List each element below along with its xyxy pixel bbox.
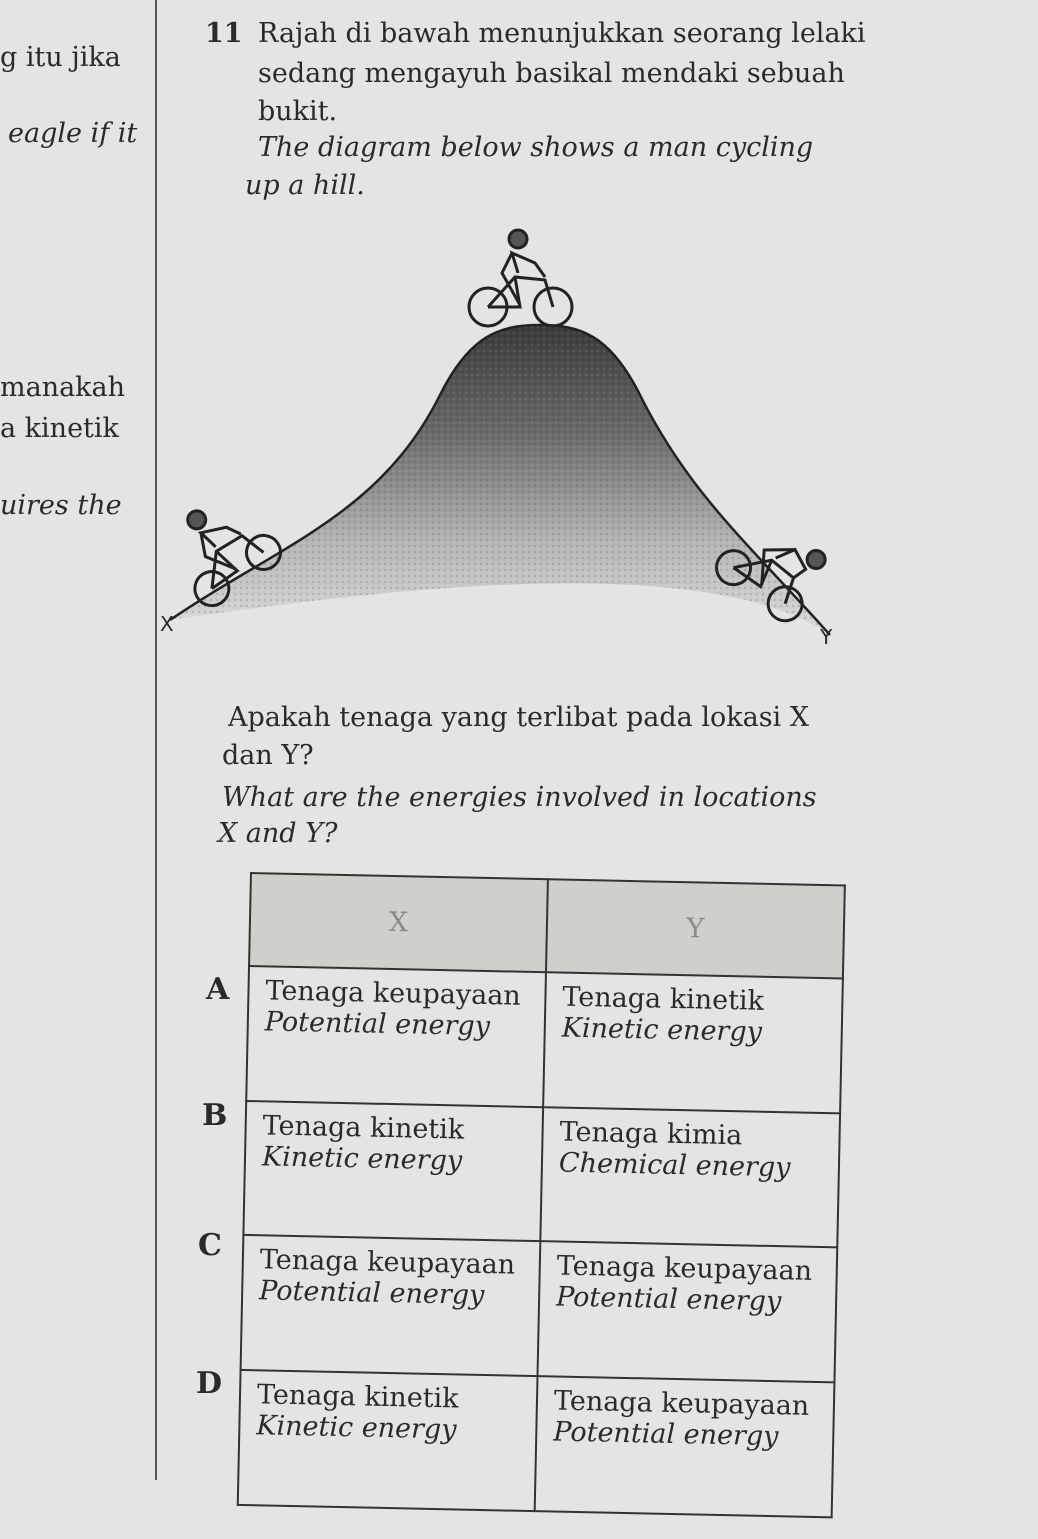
option-c-x-en: Potential energy — [258, 1275, 485, 1312]
option-d-y-ms: Tenaga keupayaan — [553, 1385, 810, 1422]
option-c-y-en: Potential energy — [555, 1281, 782, 1318]
left-fragment-3: manakah — [0, 372, 126, 403]
option-letter-d[interactable]: D — [196, 1366, 223, 1401]
option-letter-a[interactable]: A — [206, 972, 230, 1007]
option-c-y-ms: Tenaga keupayaan — [556, 1250, 813, 1288]
option-d-x-ms: Tenaga kinetik — [256, 1379, 459, 1415]
option-a-x-ms: Tenaga keupayaan — [265, 975, 522, 1012]
question-ms-line-2: sedang mengayuh basikal mendaki sebuah — [258, 58, 845, 89]
left-fragment-1: g itu jika — [0, 42, 121, 73]
option-b-x-en: Kinetic energy — [261, 1140, 463, 1177]
option-b-y-en: Chemical energy — [558, 1147, 791, 1183]
ask-en-line-2: X and Y? — [218, 818, 338, 849]
table-row-option-a[interactable] — [246, 966, 843, 1113]
option-a-x-en: Potential energy — [264, 1006, 491, 1042]
left-fragment-2: eagle if it — [8, 118, 138, 149]
ask-ms-line-1: Apakah tenaga yang terlibat pada lokasi X — [228, 702, 810, 733]
option-d-y-en: Potential energy — [553, 1416, 779, 1453]
option-letter-c[interactable]: C — [198, 1228, 222, 1263]
column-header-x: X — [249, 873, 548, 972]
cyclist-top-icon — [469, 230, 572, 326]
location-x-label: X — [160, 612, 174, 636]
left-fragment-4: a kinetik — [0, 413, 119, 444]
table-row-option-c[interactable] — [241, 1235, 838, 1382]
location-y-label: Y — [820, 625, 833, 649]
option-c-x-cell — [241, 1235, 541, 1376]
ask-en-line-1: What are the energies involved in locations — [222, 782, 817, 813]
hill-texture — [170, 325, 830, 635]
question-en-line-2: up a hill. — [245, 170, 365, 201]
option-a-y-cell — [543, 972, 843, 1113]
option-d-x-en: Kinetic energy — [256, 1410, 457, 1446]
option-a-y-ms: Tenaga kinetik — [562, 981, 765, 1017]
option-a-x-cell — [246, 966, 546, 1107]
question-en-line-1: The diagram below shows a man cycling — [258, 132, 814, 163]
option-b-x-cell — [243, 1100, 543, 1241]
hill-diagram — [150, 215, 870, 675]
option-b-y-ms: Tenaga kimia — [559, 1116, 743, 1151]
option-c-y-cell — [538, 1241, 838, 1382]
option-c-x-ms: Tenaga keupayaan — [259, 1244, 516, 1281]
answer-options-table — [237, 872, 846, 1518]
option-b-y-cell — [540, 1107, 840, 1248]
ask-ms-line-2: dan Y? — [222, 740, 314, 771]
option-b-x-ms: Tenaga kinetik — [262, 1109, 465, 1146]
table-header-row — [249, 873, 845, 978]
left-fragment-5: uires the — [0, 490, 122, 521]
question-ms-line-3: bukit. — [258, 96, 338, 127]
table-row-option-d[interactable] — [238, 1370, 835, 1517]
option-a-y-en: Kinetic energy — [561, 1012, 763, 1048]
question-ms-line-1: Rajah di bawah menunjukkan seorang lelaki — [258, 18, 866, 49]
question-number: 11 — [205, 18, 243, 49]
column-header-y: Y — [546, 879, 845, 978]
option-d-y-cell — [535, 1376, 835, 1517]
option-d-x-cell — [238, 1370, 538, 1511]
hill-svg — [150, 215, 870, 675]
table-row-option-b[interactable] — [243, 1100, 840, 1247]
option-letter-b[interactable]: B — [202, 1098, 228, 1133]
